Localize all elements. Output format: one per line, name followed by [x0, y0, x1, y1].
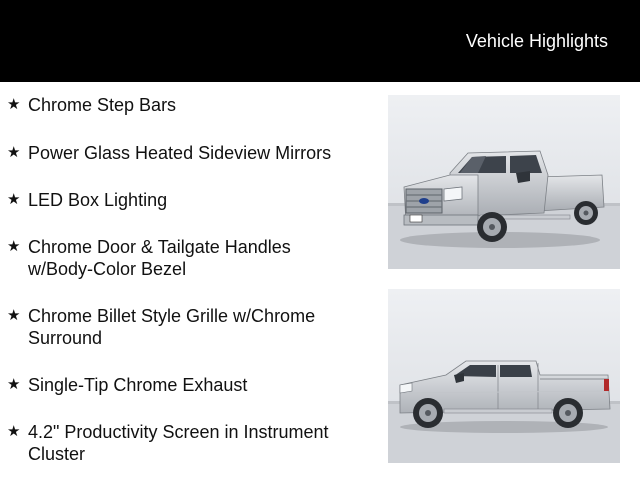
list-item [7, 421, 352, 465]
feature-text: 4.2" Productivity Screen in Instrument Cluster [28, 422, 329, 464]
list-item [7, 236, 307, 280]
star-icon: ★ [7, 238, 21, 255]
list-item [7, 142, 377, 164]
feature-text: Chrome Step Bars [28, 95, 177, 115]
star-icon: ★ [7, 423, 21, 440]
star-icon: ★ [7, 376, 21, 393]
truck-front-three-quarter-photo [388, 95, 620, 269]
feature-text: Power Glass Heated Sideview Mirrors [28, 143, 332, 163]
page-title: Vehicle Highlights [465, 31, 608, 51]
list-item [7, 305, 337, 349]
list-item [7, 189, 377, 211]
list-item [7, 374, 377, 396]
feature-text: Chrome Door & Tailgate Handles w/Body-Color Bezel [28, 237, 291, 279]
feature-text: LED Box Lighting [28, 190, 168, 210]
star-icon: ★ [7, 307, 21, 324]
truck-side-profile-photo [388, 289, 620, 463]
header-bar [0, 0, 640, 82]
star-icon: ★ [7, 144, 21, 161]
feature-text: Chrome Billet Style Grille w/Chrome Surround [28, 306, 316, 348]
star-icon: ★ [7, 191, 21, 208]
feature-text: Single-Tip Chrome Exhaust [28, 375, 248, 395]
list-item [7, 94, 377, 116]
star-icon: ★ [7, 96, 21, 113]
